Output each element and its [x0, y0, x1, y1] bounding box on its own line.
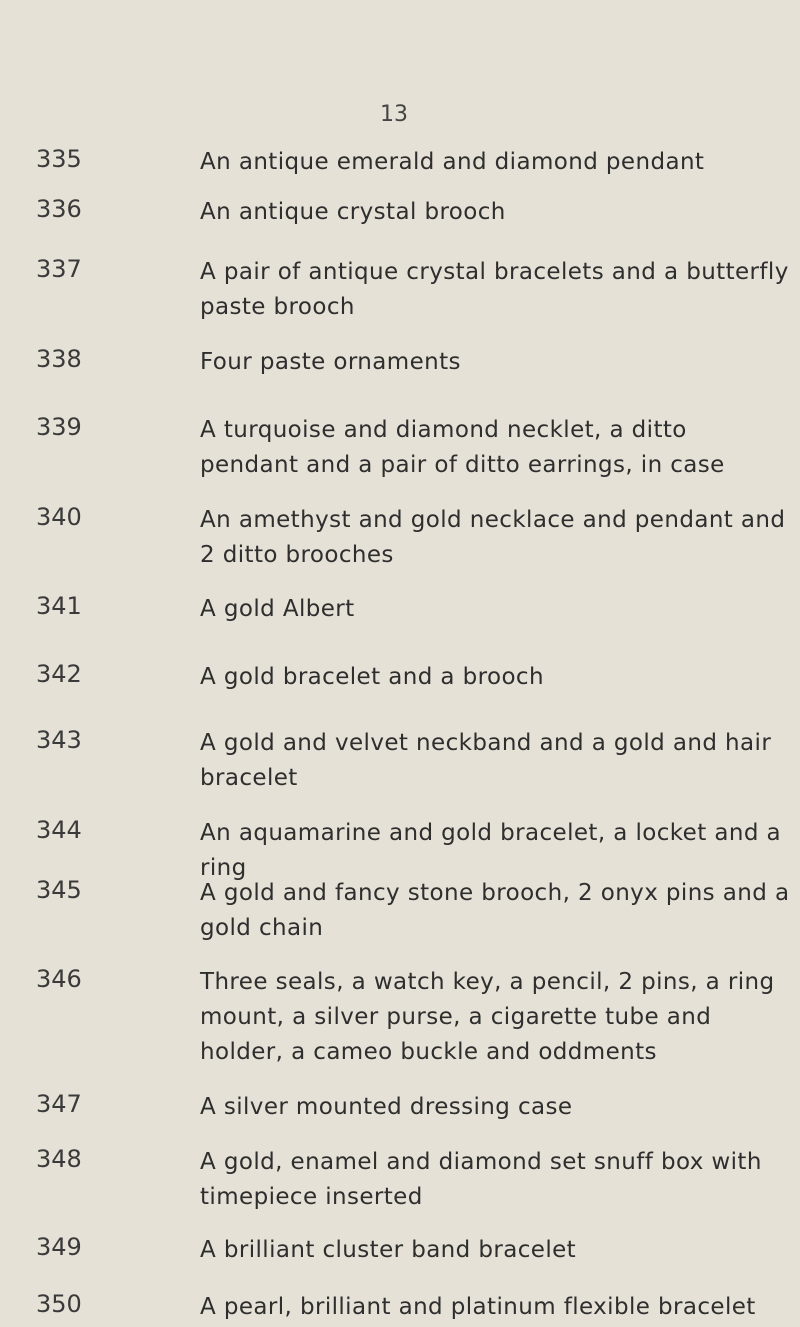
lot-description: A pearl, brilliant and platinum flexible bracelet — [200, 1294, 756, 1320]
lot-description: An amethyst and gold necklace and pendant and 2 ditto brooches — [200, 507, 786, 568]
lot-number: 338 — [36, 345, 82, 373]
lot-number: 348 — [36, 1145, 82, 1173]
lot-number: 347 — [36, 1090, 82, 1118]
lot-description: Four paste ornaments — [200, 349, 461, 375]
lot-number: 336 — [36, 195, 82, 223]
lot-number: 350 — [36, 1290, 82, 1318]
lot-number: 345 — [36, 876, 82, 904]
lot-number: 349 — [36, 1233, 82, 1261]
page-number: 13 — [380, 102, 408, 127]
lot-number: 344 — [36, 816, 82, 844]
lot-number: 335 — [36, 145, 82, 173]
lot-number: 342 — [36, 660, 82, 688]
lot-number: 340 — [36, 503, 82, 531]
lot-description: An antique emerald and diamond pendant — [200, 149, 705, 175]
lot-description: A gold, enamel and diamond set snuff box with timepiece inserted — [200, 1149, 762, 1210]
lot-description: Three seals, a watch key, a pencil, 2 pins, a ring mount, a silver purse, a cigarette tube and holder, a cameo buckle and oddments — [200, 969, 775, 1065]
lot-description: A brilliant cluster band bracelet — [200, 1237, 577, 1263]
lot-description: A turquoise and diamond necklet, a ditto pendant and a pair of ditto earrings, in case — [200, 417, 725, 478]
lot-description: A gold and velvet neckband and a gold and hair bracelet — [200, 730, 772, 791]
lot-description: An antique crystal brooch — [200, 199, 506, 225]
lot-description: A silver mounted dressing case — [200, 1094, 573, 1120]
lot-description: A gold bracelet and a brooch — [200, 664, 544, 690]
lot-description: A gold and fancy stone brooch, 2 onyx pins and a gold chain — [200, 880, 790, 941]
lot-number: 346 — [36, 965, 82, 993]
lot-description: An aquamarine and gold bracelet, a locket and a ring — [200, 820, 782, 881]
lot-number: 341 — [36, 592, 82, 620]
lot-number: 337 — [36, 255, 82, 283]
lot-description: A gold Albert — [200, 596, 355, 622]
lot-description: A pair of antique crystal bracelets and a butterfly paste brooch — [200, 259, 789, 320]
lot-number: 339 — [36, 413, 82, 441]
lot-number: 343 — [36, 726, 82, 754]
